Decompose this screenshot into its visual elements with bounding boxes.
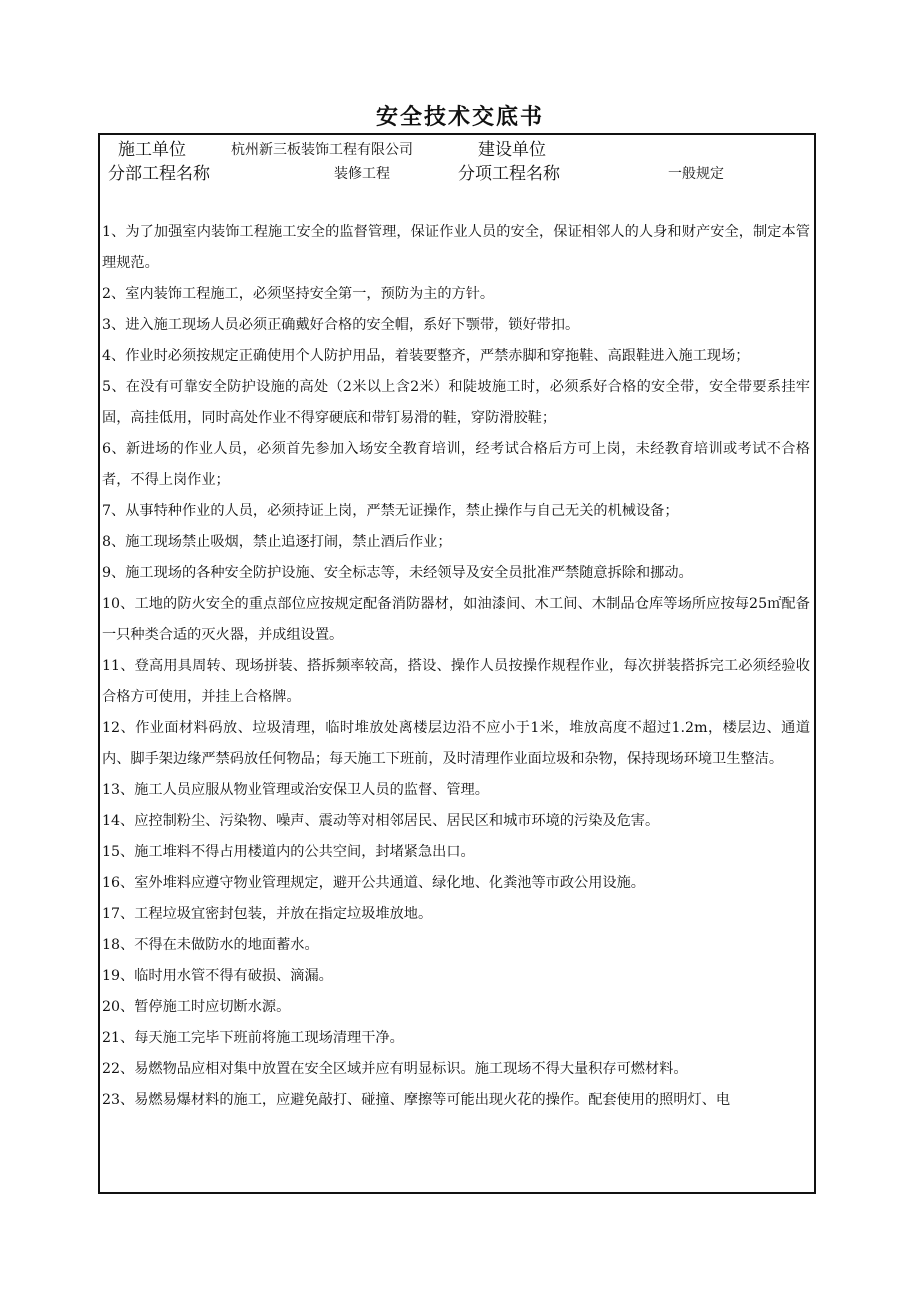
rule-item: 2、室内装饰工程施工，必须坚持安全第一，预防为主的方针。 <box>102 286 495 302</box>
rule-item: 15、施工堆料不得占用楼道内的公共空间，封堵紧急出口。 <box>102 844 475 860</box>
rule-item: 13、施工人员应服从物业管理或治安保卫人员的监督、管理。 <box>102 782 489 798</box>
rule-item: 20、暂停施工时应切断水源。 <box>102 999 291 1015</box>
rule-item: 12、作业面材料码放、垃圾清理，临时堆放处离楼层边沿不应小于1米，堆放高度不超过1.2m，楼层边、通道内、脚手架边缘严禁码放任何物品；每天施工下班前，及时清理作业面垃圾和杂物，保持现场环境卫生整洁。 <box>102 720 810 767</box>
subitem-name-value: 一般规定 <box>668 166 724 182</box>
rule-item: 21、每天施工完毕下班前将施工现场清理干净。 <box>102 1030 404 1046</box>
subitem-name-label: 分项工程名称 <box>458 164 560 184</box>
rule-item: 19、临时用水管不得有破损、滴漏。 <box>102 968 333 984</box>
rule-item: 22、易燃物品应相对集中放置在安全区域并应有明显标识。施工现场不得大量积存可燃材料。 <box>102 1061 688 1077</box>
rule-item: 14、应控制粉尘、污染物、噪声、震动等对相邻居民、居民区和城市环境的污染及危害。 <box>102 813 660 829</box>
disclosure-form <box>98 133 816 1194</box>
rule-item: 5、在没有可靠安全防护设施的高处（2米以上含2米）和陡坡施工时，必须系好合格的安全带，安全带要系挂牢固，高挂低用，同时高处作业不得穿硬底和带钉易滑的鞋，穿防滑胶鞋； <box>102 379 810 426</box>
builder-unit-label: 建设单位 <box>478 140 546 160</box>
safety-rules-list <box>102 217 810 1116</box>
rule-item: 9、施工现场的各种安全防护设施、安全标志等，未经领导及安全员批准严禁随意拆除和挪动。 <box>102 565 693 581</box>
rule-item: 11、登高用具周转、现场拼装、搭拆频率较高，搭设、操作人员按操作规程作业，每次拼装搭拆完工必须经验收合格方可使用，并挂上合格牌。 <box>102 658 810 705</box>
rule-item: 7、从事特种作业的人员，必须持证上岗，严禁无证操作，禁止操作与自己无关的机械设备； <box>102 503 679 519</box>
division-name-label: 分部工程名称 <box>108 164 210 184</box>
construction-unit-label: 施工单位 <box>118 140 186 160</box>
rule-item: 16、室外堆料应遵守物业管理规定，避开公共通道、绿化地、化粪池等市政公用设施。 <box>102 875 645 891</box>
rule-item: 10、工地的防火安全的重点部位应按规定配备消防器材，如油漆间、木工间、木制品仓库等场所应按每25㎡配备一只种类合适的灭火器，并成组设置。 <box>102 596 810 643</box>
rule-item: 4、作业时必须按规定正确使用个人防护用品，着装要整齐，严禁赤脚和穿拖鞋、高跟鞋进入施工现场； <box>102 348 750 364</box>
division-name-value: 装修工程 <box>334 166 390 182</box>
rule-item: 3、进入施工现场人员必须正确戴好合格的安全帽，系好下颚带，锁好带扣。 <box>102 317 580 333</box>
rule-item: 23、易燃易爆材料的施工，应避免敲打、碰撞、摩擦等可能出现火花的操作。配套使用的照明灯、电 <box>102 1092 731 1108</box>
construction-unit-value: 杭州新三板装饰工程有限公司 <box>231 142 413 158</box>
rule-item: 6、新进场的作业人员，必须首先参加入场安全教育培训，经考试合格后方可上岗，未经教育培训或考试不合格者，不得上岗作业； <box>102 441 810 488</box>
rule-item: 17、工程垃圾宜密封包装，并放在指定垃圾堆放地。 <box>102 906 433 922</box>
rule-item: 8、施工现场禁止吸烟，禁止追逐打闹，禁止酒后作业； <box>102 534 452 550</box>
rule-item: 18、不得在未做防水的地面蓄水。 <box>102 937 319 953</box>
document-title: 安全技术交底书 <box>375 104 544 130</box>
rule-item: 1、为了加强室内装饰工程施工安全的监督管理，保证作业人员的安全，保证相邻人的人身和财产安全，制定本管理规范。 <box>102 224 810 271</box>
form-bottom-border <box>98 1193 816 1194</box>
